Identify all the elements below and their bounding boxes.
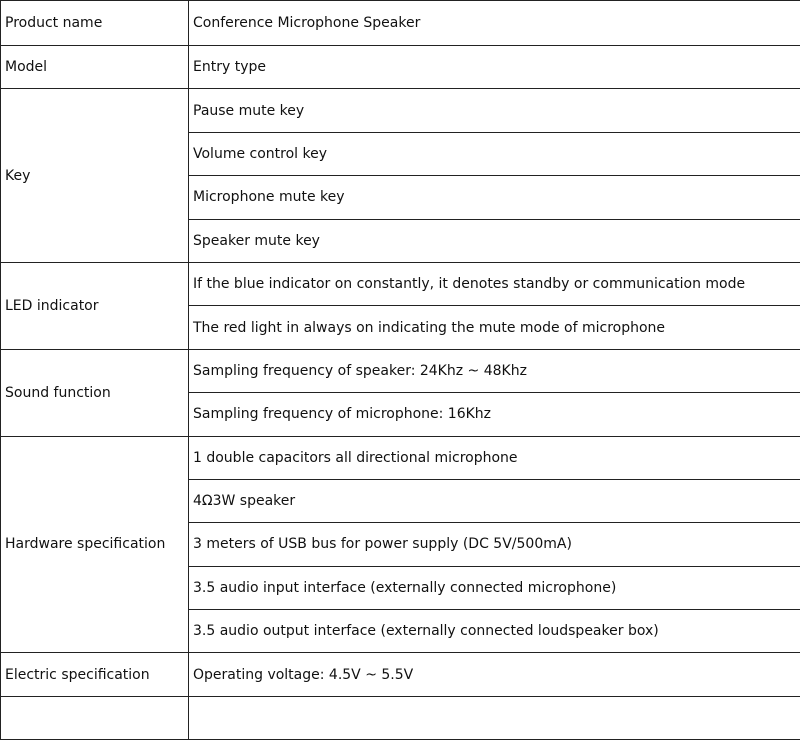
table-row (1, 262, 800, 305)
table-row (1, 46, 800, 89)
row-value: If the blue indicator on constantly, it denotes standby or communication mode (189, 262, 800, 305)
row-label-key: Key (1, 89, 189, 263)
row-label-sound-function: Sound function (1, 349, 189, 436)
row-value: Entry type (189, 46, 800, 89)
table-row (1, 89, 800, 132)
table-row (1, 349, 800, 392)
row-value: Speaker mute key (189, 219, 800, 262)
row-value: 3.5 audio output interface (externally connected loudspeaker box) (189, 610, 800, 653)
row-value: Conference Microphone Speaker (189, 1, 800, 46)
row-value: 3 meters of USB bus for power supply (DC 5V/500mA) (189, 523, 800, 566)
row-value: The red light in always on indicating the mute mode of microphone (189, 306, 800, 349)
row-value: Sampling frequency of microphone: 16Khz (189, 393, 800, 436)
table-row (1, 653, 800, 696)
row-value: Pause mute key (189, 89, 800, 132)
row-label-electric-specification: Electric specification (1, 653, 189, 696)
empty-cell (1, 696, 189, 739)
row-label-hardware-specification: Hardware specification (1, 436, 189, 653)
table-row (1, 1, 800, 46)
table-row (1, 436, 800, 479)
row-value: Microphone mute key (189, 176, 800, 219)
row-label-product-name: Product name (1, 1, 189, 46)
row-value: Volume control key (189, 132, 800, 175)
row-label-model: Model (1, 46, 189, 89)
empty-cell (189, 696, 800, 739)
row-value: 4Ω3W speaker (189, 479, 800, 522)
row-value: Operating voltage: 4.5V ~ 5.5V (189, 653, 800, 696)
table-row-partial (1, 696, 800, 739)
row-value: 1 double capacitors all directional microphone (189, 436, 800, 479)
row-label-led-indicator: LED indicator (1, 262, 189, 349)
row-value: Sampling frequency of speaker: 24Khz ~ 48Khz (189, 349, 800, 392)
row-value: 3.5 audio input interface (externally connected microphone) (189, 566, 800, 609)
